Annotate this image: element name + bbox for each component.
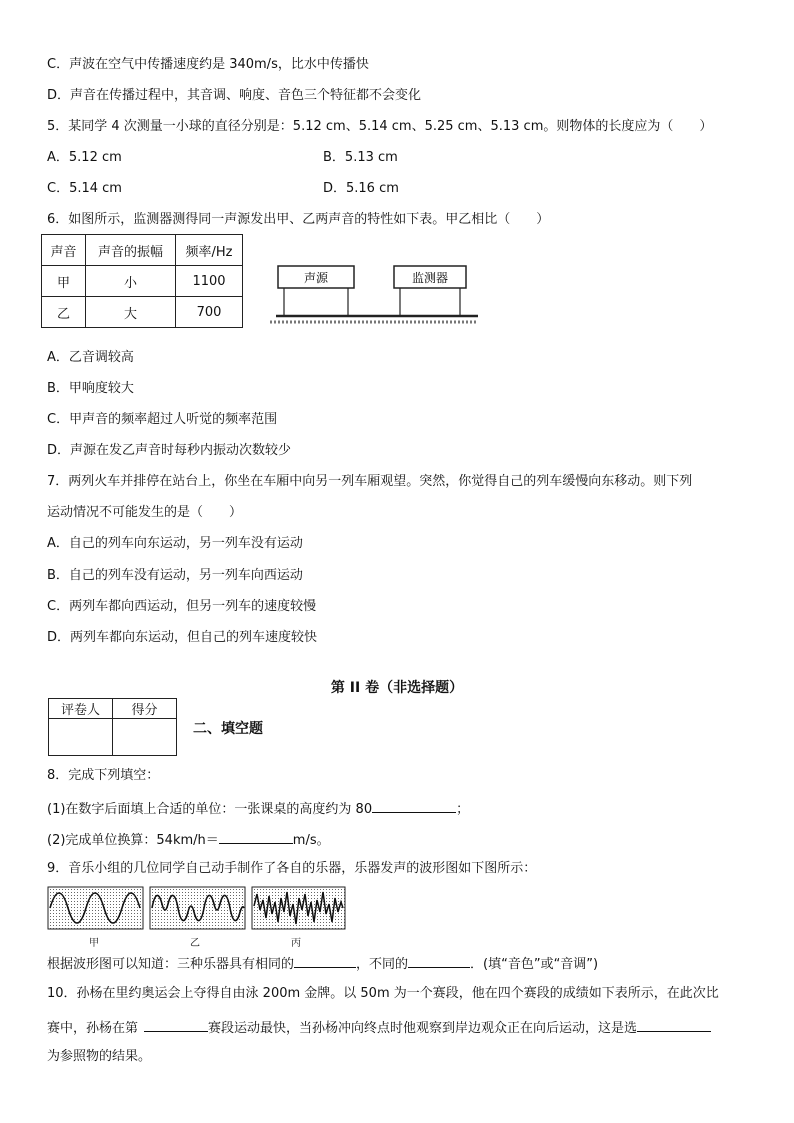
answer-blank[interactable] [637,1017,711,1032]
q8-stem: 8．完成下列填空： [47,768,160,783]
q8-sub2-text: (2)完成单位换算：54km/h＝ [47,833,219,848]
table-cell: 700 [176,297,243,328]
q9-conclusion-tail: ．(填“音色”或“音调”) [470,957,599,972]
q8-sub1-tail: ； [456,802,470,817]
q5-option-c: C．5.14 cm [47,181,122,196]
answer-blank[interactable] [372,798,456,813]
q6-option-a: A．乙音调较高 [47,350,134,365]
q8-sub2 [47,829,330,850]
q9-conclusion [47,953,598,974]
table-header-row [42,235,243,266]
answer-blank[interactable] [408,953,470,968]
table-row [42,297,243,328]
waveform-label-jia: 甲 [89,938,99,949]
table-row [42,266,243,297]
q7-option-b: B．自己的列车没有运动，另一列车向西运动 [47,568,303,583]
detector-label: 监测器 [411,271,449,285]
q7-stem-line2: 运动情况不可能发生的是（ ） [47,505,243,520]
q7-option-d: D．两列车都向东运动，但自己的列车速度较快 [47,630,318,645]
score-table [48,698,177,756]
section-heading: 二、填空题 [193,721,263,737]
table-cell: 1100 [176,266,243,297]
q7-stem-line1: 7．两列火车并排停在站台上，你坐在车厢中向另一列车厢观望。突然，你觉得自己的列车缓慢向东移动。则下列 [47,474,693,489]
table-header-row [49,699,177,719]
q9-conclusion-mid: ，不同的 [356,957,409,972]
q10-line2-text: 赛中，孙杨在第 [47,1021,139,1036]
waveform-label-bing: 丙 [291,938,301,949]
table-row [49,719,177,756]
q6-option-b: B．甲响度较大 [47,381,134,396]
answer-blank[interactable] [144,1017,208,1032]
waveform-label-yi: 乙 [190,938,200,949]
q9-stem: 9．音乐小组的几位同学自己动手制作了各自的乐器，乐器发声的波形图如下图所示： [47,861,537,876]
q9-conclusion-text: 根据波形图可以知道：三种乐器具有相同的 [47,957,295,972]
table-cell [113,719,177,756]
table-cell: 大 [86,297,176,328]
table-header-cell: 声音的振幅 [86,235,176,266]
source-label: 声源 [303,271,329,285]
q7-option-c: C．两列车都向西运动，但另一列车的速度较慢 [47,599,317,614]
table-cell: 乙 [42,297,86,328]
q10-line3: 为参照物的结果。 [47,1049,152,1064]
q5-option-a: A．5.12 cm [47,150,122,165]
source-detector-figure [268,260,480,328]
table-header-cell: 声音 [42,235,86,266]
q4-option-d: D．声音在传播过程中，其音调、响度、音色三个特征都不会变化 [47,88,422,103]
q10-line2 [47,1017,711,1038]
q10-line1: 10．孙杨在里约奥运会上夺得自由泳 200m 金牌。以 50m 为一个赛段，他在四个赛段的成绩如下表所示，在此次比 [47,986,719,1001]
q5-stem: 5．某同学 4 次测量一小球的直径分别是：5.12 cm、5.14 cm、5.25 cm、5.13 cm。则物体的长度应为（ ） [47,119,713,134]
waveform-figure [47,886,347,932]
q8-sub1-text: (1)在数字后面填上合适的单位：一张课桌的高度约为 80 [47,802,373,817]
q5-option-d: D．5.16 cm [323,181,399,196]
q4-option-c: C．声波在空气中传播速度约是 340m/s，比水中传播快 [47,57,369,72]
q6-sound-table [41,234,243,328]
q6-stem: 6．如图所示，监测器测得同一声源发出甲、乙两声音的特性如下表。甲乙相比（ ） [47,212,550,227]
table-cell: 小 [86,266,176,297]
answer-blank[interactable] [294,953,356,968]
q6-option-d: D．声源在发乙声音时每秒内振动次数较少 [47,443,292,458]
q8-sub2-tail: m/s。 [292,833,330,848]
table-header-cell: 评卷人 [49,699,113,719]
table-header-cell: 频率/Hz [176,235,243,266]
q5-option-b: B．5.13 cm [323,150,398,165]
q6-option-c: C．甲声音的频率超过人听觉的频率范围 [47,412,278,427]
q7-option-a: A．自己的列车向东运动，另一列车没有运动 [47,536,303,551]
answer-blank[interactable] [219,829,293,844]
table-cell: 甲 [42,266,86,297]
part2-title: 第 II 卷（非选择题） [330,680,464,696]
table-cell [49,719,113,756]
table-header-cell: 得分 [113,699,177,719]
q10-line2-mid: 赛段运动最快，当孙杨冲向终点时他观察到岸边观众正在向后运动，这是选 [208,1021,638,1036]
q8-sub1 [47,798,469,819]
